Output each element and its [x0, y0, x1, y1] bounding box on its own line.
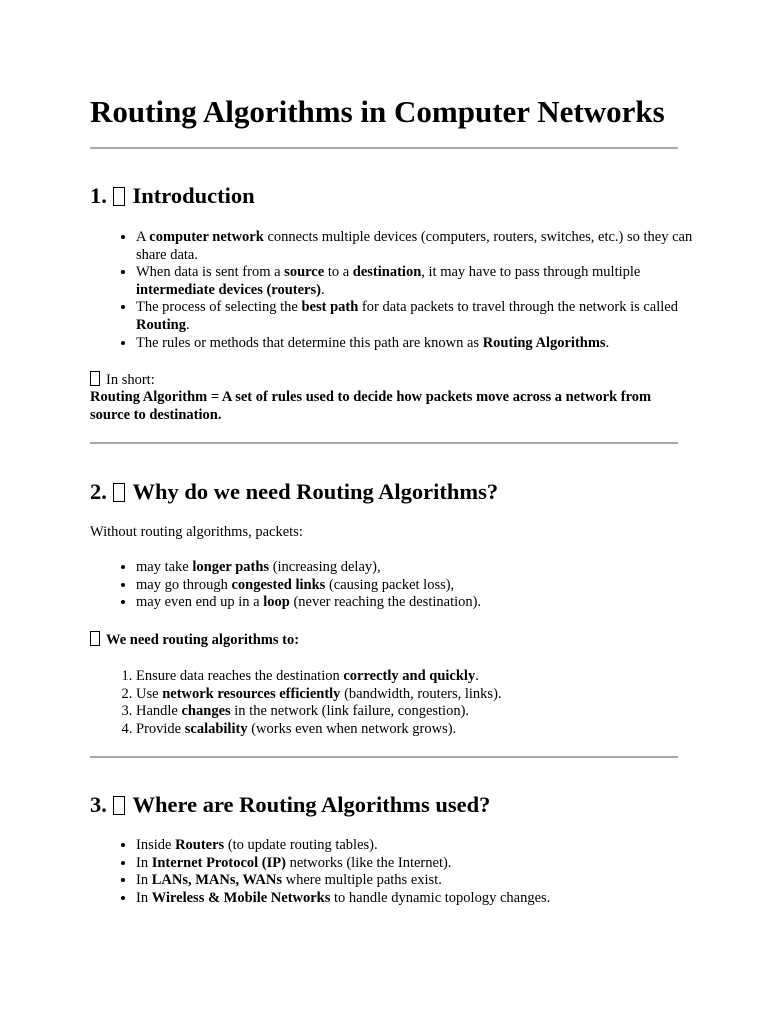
divider	[90, 147, 678, 149]
list-item: • may take longer paths (increasing delay),	[136, 559, 716, 577]
list-item: 1. Ensure data reaches the destination correctly and quickly.	[136, 668, 716, 686]
list-item: • The rules or methods that determine this path are known as Routing Algorithms.	[136, 335, 716, 353]
missing-glyph-icon	[113, 796, 125, 815]
section-heading-introduction: 1. Introduction	[90, 183, 255, 208]
missing-glyph-icon	[113, 187, 125, 206]
why-bullet-list	[90, 559, 716, 612]
missing-glyph-icon	[90, 631, 100, 646]
missing-glyph-icon	[113, 483, 125, 502]
why-lead-text: Without routing algorithms, packets:	[90, 524, 303, 540]
why-numbered-list	[90, 668, 716, 738]
where-bullet-list	[90, 837, 716, 907]
document-title: Routing Algorithms in Computer Networks	[90, 94, 665, 129]
list-item: 3. Handle changes in the network (link failure, congestion).	[136, 703, 716, 721]
section-heading-where: 3. Where are Routing Algorithms used?	[90, 792, 491, 817]
intro-bullet-list	[90, 229, 716, 352]
in-short-label: In short:	[90, 371, 680, 390]
list-item: 2. Use network resources efficiently (bandwidth, routers, links).	[136, 686, 716, 704]
list-item: • Inside Routers (to update routing tables).	[136, 837, 716, 855]
divider	[90, 756, 678, 758]
divider	[90, 442, 678, 444]
missing-glyph-icon	[90, 371, 100, 386]
list-item: • The process of selecting the best path for data packets to travel through the network is called Routing.	[136, 299, 716, 334]
list-item: • In Wireless & Mobile Networks to handle dynamic topology changes.	[136, 890, 716, 908]
list-item: 4. Provide scalability (works even when network grows).	[136, 721, 716, 739]
list-item: • may go through congested links (causing packet loss),	[136, 577, 716, 595]
list-item: • In Internet Protocol (IP) networks (like the Internet).	[136, 855, 716, 873]
list-item: • A computer network connects multiple devices (computers, routers, switches, etc.) so they can share data.	[136, 229, 716, 264]
list-item: • In LANs, MANs, WANs where multiple paths exist.	[136, 872, 716, 890]
need-label: We need routing algorithms to:	[90, 631, 299, 650]
list-item: • may even end up in a loop (never reaching the destination).	[136, 594, 716, 612]
section-heading-why: 2. Why do we need Routing Algorithms?	[90, 479, 499, 504]
list-item: • When data is sent from a source to a destination, it may have to pass through multiple intermediate devices (routers).	[136, 264, 716, 299]
in-short-definition: Routing Algorithm = A set of rules used to decide how packets move across a network from source to destination.	[90, 389, 652, 423]
